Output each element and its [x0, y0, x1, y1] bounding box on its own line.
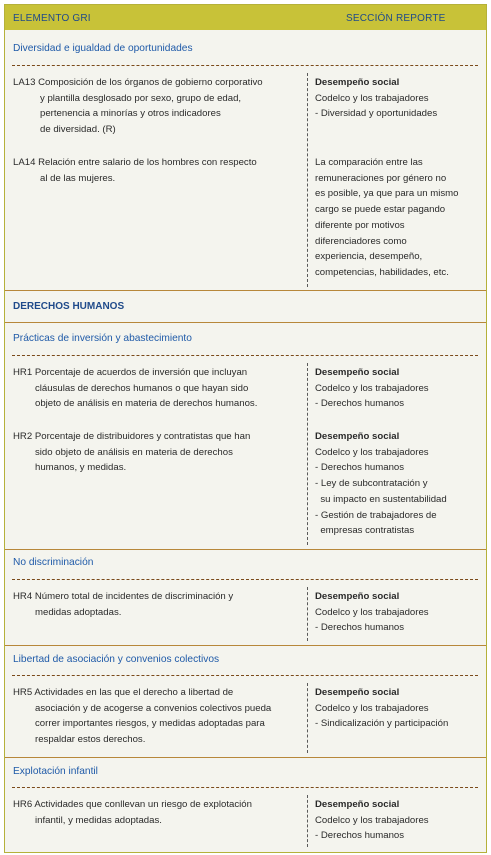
- item-la13-line-2: y plantilla desglosado por sexo, grupo de edad,: [40, 92, 242, 104]
- report-hr6-title: Desempeño social: [315, 799, 400, 810]
- report-hr5-line-2: Codelco y los trabajadores: [315, 702, 429, 714]
- report-hr4-line-3: - Derechos humanos: [315, 622, 405, 634]
- report-hr1: [315, 365, 480, 412]
- column-divider: [307, 587, 308, 641]
- divider: [5, 290, 486, 291]
- report-hr2-line-6: - Gestión de trabajadores de: [315, 509, 437, 521]
- item-hr5-line-1: HR5 Actividades en las que el derecho a libertad de: [13, 687, 234, 698]
- item-hr4: [13, 589, 298, 620]
- report-hr2-line-4: - Ley de subcontratación y: [315, 478, 428, 490]
- divider: [5, 322, 486, 323]
- item-hr4-line-2: medidas adoptadas.: [35, 606, 122, 618]
- item-hr5-line-3: correr importantes riesgos, y medidas adoptadas para: [35, 718, 265, 730]
- divider: [12, 579, 478, 580]
- item-hr2: [13, 429, 298, 476]
- section-diversidad: Diversidad e igualdad de oportunidades: [13, 43, 193, 54]
- divider: [12, 65, 478, 66]
- report-la13-title: Desempeño social: [315, 77, 400, 88]
- report-la13: [315, 75, 480, 122]
- item-hr2-line-2: sido objeto de análisis en materia de derechos: [35, 446, 233, 458]
- report-la14-line-5: diferente por motivos: [315, 219, 405, 231]
- divider: [12, 675, 478, 676]
- item-hr5-line-4: respaldar estos derechos.: [35, 734, 146, 746]
- item-la13-line-4: de diversidad. (R): [40, 124, 116, 136]
- report-hr6-line-2: Codelco y los trabajadores: [315, 814, 429, 826]
- item-la14: [13, 155, 298, 186]
- report-hr4: [315, 589, 480, 636]
- header-elemento-gri: ELEMENTO GRI: [13, 13, 91, 24]
- report-la14-line-1: La comparación entre las: [315, 157, 423, 168]
- header-seccion-reporte: SECCIÓN REPORTE: [346, 13, 446, 24]
- section-libertad: Libertad de asociación y convenios colectivos: [13, 654, 220, 665]
- report-la14-line-3: es posible, ya que para un mismo: [315, 188, 459, 200]
- column-divider: [307, 795, 308, 847]
- report-hr6-line-3: - Derechos humanos: [315, 830, 405, 842]
- table-header: [5, 5, 486, 30]
- report-la14: [315, 155, 480, 281]
- gri-index-table: [4, 4, 487, 853]
- item-la13-line-1: LA13 Composición de los órganos de gobierno corporativo: [13, 77, 263, 88]
- report-hr5-title: Desempeño social: [315, 687, 400, 698]
- report-la14-line-4: cargo se puede estar pagando: [315, 204, 446, 216]
- item-hr2-line-1: HR2 Porcentaje de distribuidores y contratistas que han: [13, 431, 251, 442]
- item-hr6: [13, 797, 298, 828]
- item-hr5-line-2: asociación y de acogerse a convenios colectivos pueda: [35, 702, 272, 714]
- divider: [5, 757, 486, 758]
- section-no-discriminacion: No discriminación: [13, 557, 94, 568]
- item-hr4-line-1: HR4 Número total de incidentes de discriminación y: [13, 591, 234, 602]
- divider: [5, 645, 486, 646]
- section-explotacion: Explotación infantil: [13, 766, 98, 777]
- report-la13-line-3: - Diversidad y oportunidades: [315, 108, 438, 120]
- divider: [12, 355, 478, 356]
- column-divider: [307, 73, 308, 287]
- item-hr2-line-3: humanos, y medidas.: [35, 462, 127, 474]
- report-hr6: [315, 797, 480, 844]
- item-hr5: [13, 685, 298, 748]
- divider: [12, 787, 478, 788]
- report-hr2-line-3: - Derechos humanos: [315, 462, 405, 474]
- report-la13-line-2: Codelco y los trabajadores: [315, 92, 429, 104]
- section-practicas: Prácticas de inversión y abastecimiento: [13, 333, 192, 344]
- item-la14-line-2: al de las mujeres.: [40, 172, 116, 184]
- report-hr4-line-2: Codelco y los trabajadores: [315, 606, 429, 618]
- report-hr1-line-3: - Derechos humanos: [315, 398, 405, 410]
- report-hr1-title: Desempeño social: [315, 367, 400, 378]
- item-la14-line-1: LA14 Relación entre salario de los hombres con respecto: [13, 157, 257, 168]
- report-hr2-line-5: su impacto en sustentabilidad: [315, 493, 447, 505]
- report-hr2: [315, 429, 480, 539]
- item-hr6-line-1: HR6 Actividades que conllevan un riesgo de explotación: [13, 799, 252, 810]
- report-hr2-line-7: empresas contratistas: [315, 525, 415, 537]
- report-la14-line-8: competencias, habilidades, etc.: [315, 266, 449, 278]
- item-hr1-line-3: objeto de análisis en materia de derechos humanos.: [35, 398, 258, 410]
- item-hr1: [13, 365, 298, 412]
- item-hr1-line-1: HR1 Porcentaje de acuerdos de inversión que incluyan: [13, 367, 248, 378]
- item-hr6-line-2: infantil, y medidas adoptadas.: [35, 814, 162, 826]
- report-la14-line-7: experiencia, desempeño,: [315, 251, 423, 263]
- report-hr1-line-2: Codelco y los trabajadores: [315, 382, 429, 394]
- item-hr1-line-2: cláusulas de derechos humanos o que hayan sido: [35, 382, 249, 394]
- item-la13-line-3: pertenencia a minorías y otros indicadores: [40, 108, 221, 120]
- report-hr2-title: Desempeño social: [315, 431, 400, 442]
- report-la14-line-6: diferenciadores como: [315, 235, 407, 247]
- item-la13: [13, 75, 298, 138]
- column-divider: [307, 363, 308, 545]
- report-hr2-line-2: Codelco y los trabajadores: [315, 446, 429, 458]
- report-hr5: [315, 685, 480, 732]
- report-hr5-line-3: - Sindicalización y participación: [315, 718, 449, 730]
- column-divider: [307, 683, 308, 753]
- report-hr4-title: Desempeño social: [315, 591, 400, 602]
- section-derechos-humanos: DERECHOS HUMANOS: [13, 301, 125, 312]
- divider: [5, 549, 486, 550]
- report-la14-line-2: remuneraciones por género no: [315, 172, 447, 184]
